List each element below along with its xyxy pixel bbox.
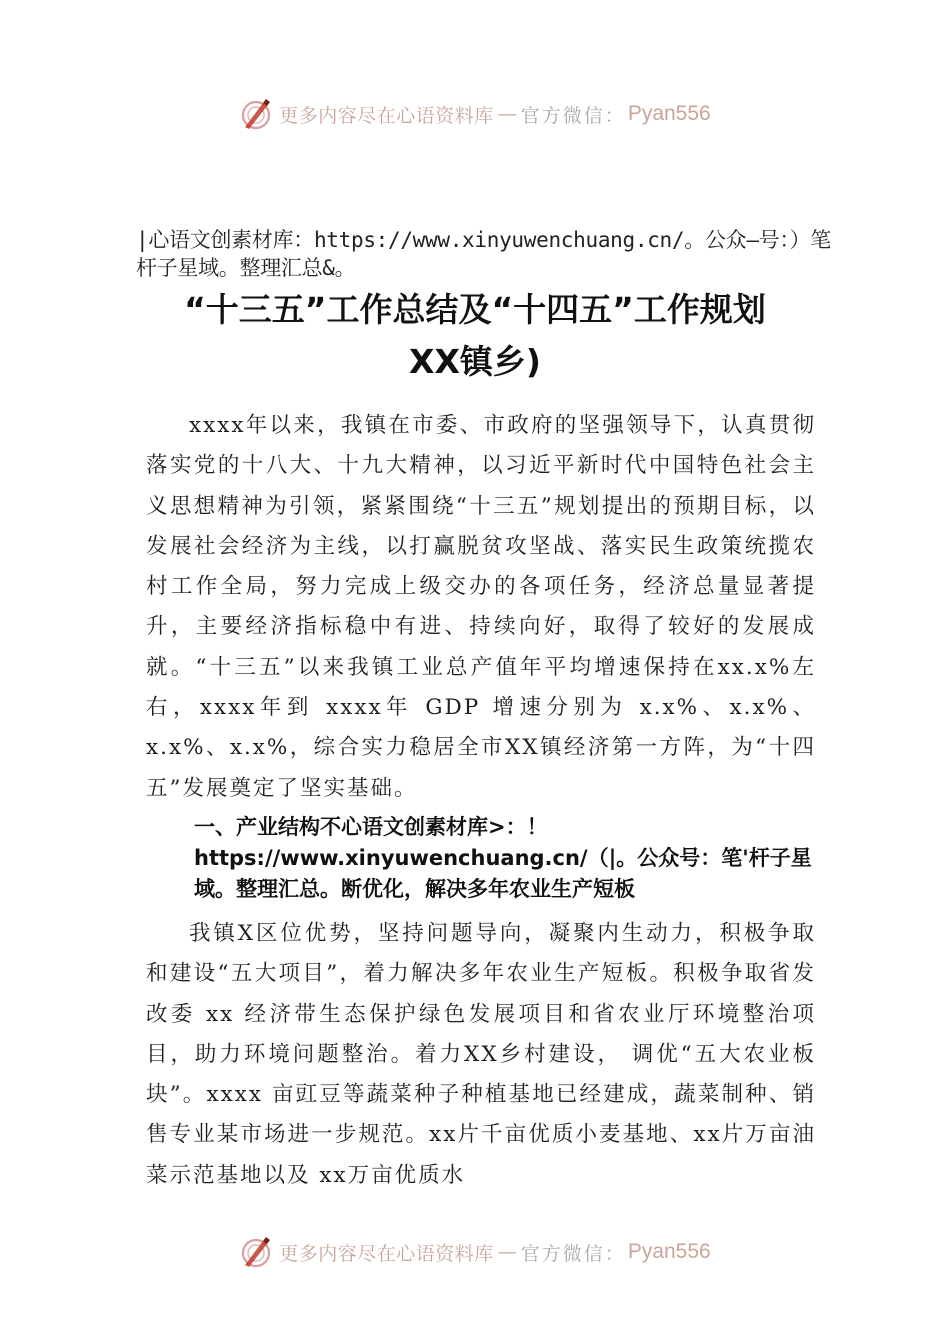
header-watermark-banner [0,94,950,134]
document-title-line1: “十三五”工作总结及“十四五”工作规划 [184,290,766,329]
banner-text: 更多内容尽在心语资料库 [279,104,494,127]
banner-wechat-id: Pyan556 [627,102,711,125]
document-title-line2: XX镇乡) [409,342,541,381]
banner-separator: — [497,1241,517,1263]
banner-official-label: 官方微信： [520,104,626,127]
source-note: |心语文创素材库：https://www.xinyuwenchuang.cn/。公众—号：）笔杆子星域。整理汇总&。 [136,228,831,280]
banner-wechat-id: Pyan556 [627,1240,711,1263]
body-paragraph-2: 我镇X区位优势，坚持问题导向，凝聚内生动力，积极争取和建设“五大项目”，着力解决多年农业生产短板。积极争取省发改委 xx 经济带生态保护绿色发展项目和省农业厅环境整治项目，助力环境问题整治。着力XX乡村建设， 调优“五大农业板块”。xxxx 亩豇豆等蔬菜种子种植基地已经建成，蔬菜制种、销售专业某市场进一步规范。xx片千亩优质小麦基地、xx片万亩油菜示范基地以及 xx万亩优质水 [146,921,816,1188]
banner-text: 更多内容尽在心语资料库 [279,1242,494,1265]
pen-seal-logo-icon [239,97,273,131]
section-heading-1: 一、产业结构不心语文创素材库>：！https://www.xinyuwenchuang.cn/（|。公众号：笔'杆子星域。整理汇总。断优化，解决多年农业生产短板 [194,815,812,901]
body-paragraph-1: xxxx年以来，我镇在市委、市政府的坚强领导下，认真贯彻落实党的十八大、十九大精神，以习近平新时代中国特色社会主义思想精神为引领，紧紧围绕“十三五”规划提出的预期目标，以发展社会经济为主线，以打赢脱贫攻坚战、落实民生政策统揽农村工作全局，努力完成上级交办的各项任务，经济总量显著提升，主要经济指标稳中有进、持续向好，取得了较好的发展成就。“十三五”以来我镇工业总产值年平均增速保持在xx.x%左右，xxxx年到 xxxx年 GDP 增速分别为 x.x%、x.x%、x.x%、x.x%，综合实力稳居全市XX镇经济第一方阵，为“十四五”发展奠定了坚实基础。 [146,413,816,801]
footer-watermark-banner [0,1232,950,1272]
banner-separator: — [497,103,517,125]
banner-official-label: 官方微信： [520,1242,626,1265]
pen-seal-logo-icon [239,1235,273,1269]
